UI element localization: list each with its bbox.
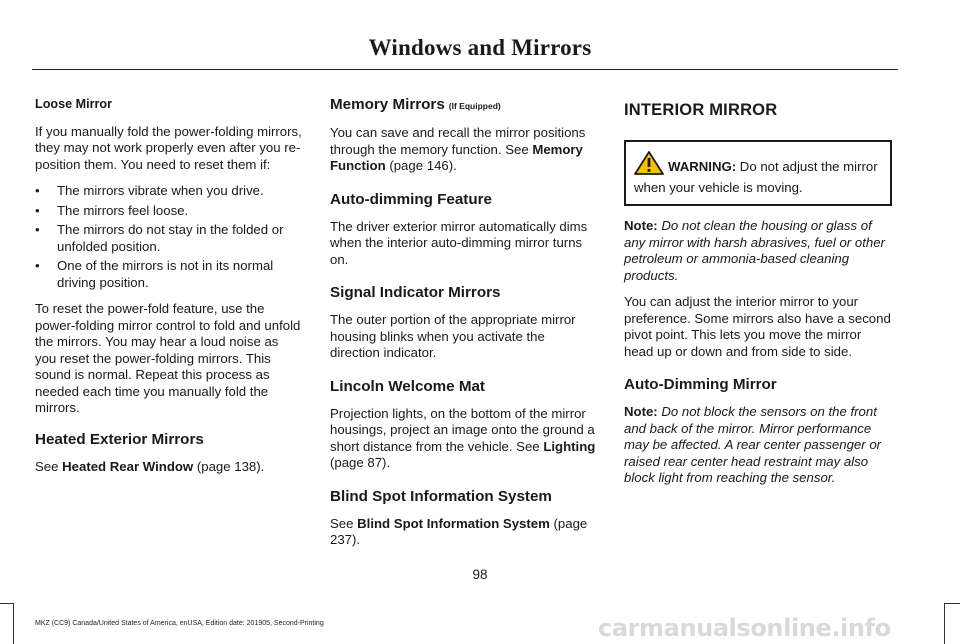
note-cleaning-text: Do not clean the housing or glass of any mirror with harsh abrasives, fuel or other petroleum or ammonia-based cleaning products. bbox=[624, 218, 885, 283]
list-item-text: The mirrors feel loose. bbox=[57, 202, 189, 218]
edition-footer: MKZ (CC9) Canada/United States of America, enUSA, Edition date: 201905, Second-Printing bbox=[35, 620, 324, 627]
signal-indicator-text: The outer portion of the appropriate mirror housing blinks when you activate the direction indicator. bbox=[330, 312, 576, 360]
heated-rear-window-link[interactable]: Heated Rear Window bbox=[62, 458, 194, 474]
auto-dimming-mirror-heading: Auto-Dimming Mirror bbox=[624, 376, 777, 393]
memory-mirrors-heading bbox=[330, 96, 598, 115]
header-divider bbox=[32, 69, 898, 70]
welcome-mat-heading: Lincoln Welcome Mat bbox=[330, 377, 485, 395]
bullet-icon: • bbox=[35, 202, 40, 218]
watermark: carmanualsonline.info bbox=[598, 614, 891, 642]
heated-mirrors-text bbox=[35, 459, 303, 476]
corner-bracket-left bbox=[0, 603, 14, 644]
see-text: See bbox=[330, 515, 358, 531]
list-item bbox=[35, 258, 303, 291]
auto-dimming-feature-text: The driver exterior mirror automatically dims when the interior auto-dimming mirror turns on. bbox=[330, 218, 588, 267]
bullet-icon: • bbox=[35, 183, 40, 198]
blind-spot-heading: Blind Spot Information System bbox=[330, 487, 552, 505]
list-item bbox=[35, 203, 303, 220]
list-item-text: The mirrors vibrate when you drive. bbox=[57, 183, 264, 198]
adjust-mirror-text: You can adjust the interior mirror to your preference. Some mirrors also have a second pivot point. This lets you move the mirror head up or down and from side to side. bbox=[624, 294, 891, 359]
reset-instructions: To reset the power-fold feature, use the power-folding mirror control to fold and unfold the mirrors. You may hear a loud noise as you reset the power-folding mirrors. This sound is normal. Repeat this process as needed each time you manually fold the mirrors. bbox=[35, 301, 301, 415]
see-text: See bbox=[35, 458, 63, 474]
page-reference: (page 237). bbox=[330, 515, 588, 547]
signal-indicator-heading: Signal Indicator Mirrors bbox=[330, 284, 501, 301]
memory-function-link[interactable]: Memory Function bbox=[330, 141, 583, 173]
column-middle bbox=[330, 96, 598, 559]
bullet-icon: • bbox=[35, 258, 40, 273]
warning-triangle-icon bbox=[634, 151, 664, 180]
list-item-text: One of the mirrors is not in its normal driving position. bbox=[57, 258, 274, 290]
list-item-text: The mirrors do not stay in the folded or unfolded position. bbox=[57, 222, 284, 254]
list-item bbox=[35, 183, 303, 200]
note-sensors-text: Do not block the sensors on the front and back of the mirror. Mirror performance may be affected. A rear center passenger or raised rear center head restraint may also block light from reaching the sensor. bbox=[624, 404, 882, 485]
reset-conditions-list bbox=[35, 183, 303, 291]
interior-mirror-heading: INTERIOR MIRROR bbox=[624, 101, 778, 119]
note-label: Note: bbox=[624, 404, 658, 419]
blind-spot-text bbox=[330, 516, 598, 549]
column-right bbox=[624, 96, 892, 497]
blind-spot-link[interactable]: Blind Spot Information System bbox=[357, 515, 550, 531]
corner-bracket-right bbox=[944, 603, 960, 644]
memory-mirrors-text bbox=[330, 125, 598, 175]
welcome-mat-text bbox=[330, 406, 598, 472]
column-left bbox=[35, 96, 303, 485]
page-number: 98 bbox=[472, 567, 488, 582]
loose-mirror-heading: Loose Mirror bbox=[35, 97, 112, 111]
warning-label: WARNING: bbox=[668, 159, 737, 174]
loose-mirror-intro: If you manually fold the power-folding mirrors, they may not work properly even after you re-position them. You need to reset them if: bbox=[35, 123, 302, 172]
heated-mirrors-heading: Heated Exterior Mirrors bbox=[35, 430, 204, 448]
note-sensors bbox=[624, 404, 892, 487]
page-reference: (page 87). bbox=[330, 455, 391, 470]
note-label: Note: bbox=[624, 218, 658, 233]
memory-mirrors-title: Memory Mirrors bbox=[330, 96, 445, 113]
bullet-icon: • bbox=[35, 222, 40, 237]
if-equipped-label: (If Equipped) bbox=[448, 101, 501, 111]
memory-body: You can save and recall the mirror positions through the memory function. See bbox=[330, 125, 586, 157]
welcome-body: Projection lights, on the bottom of the mirror housings, project an image onto the ground a short distance from the vehicle. See bbox=[330, 405, 595, 454]
lighting-link[interactable]: Lighting bbox=[543, 438, 596, 454]
page-reference: (page 146). bbox=[385, 158, 457, 173]
list-item bbox=[35, 222, 303, 255]
note-cleaning bbox=[624, 218, 892, 284]
page-header-title: Windows and Mirrors bbox=[368, 35, 592, 60]
page-reference: (page 138). bbox=[193, 458, 265, 474]
auto-dimming-feature-heading: Auto-dimming Feature bbox=[330, 190, 492, 208]
warning-text: Do not adjust the mirror when your vehicle is moving. bbox=[634, 159, 878, 195]
warning-box bbox=[624, 140, 892, 206]
